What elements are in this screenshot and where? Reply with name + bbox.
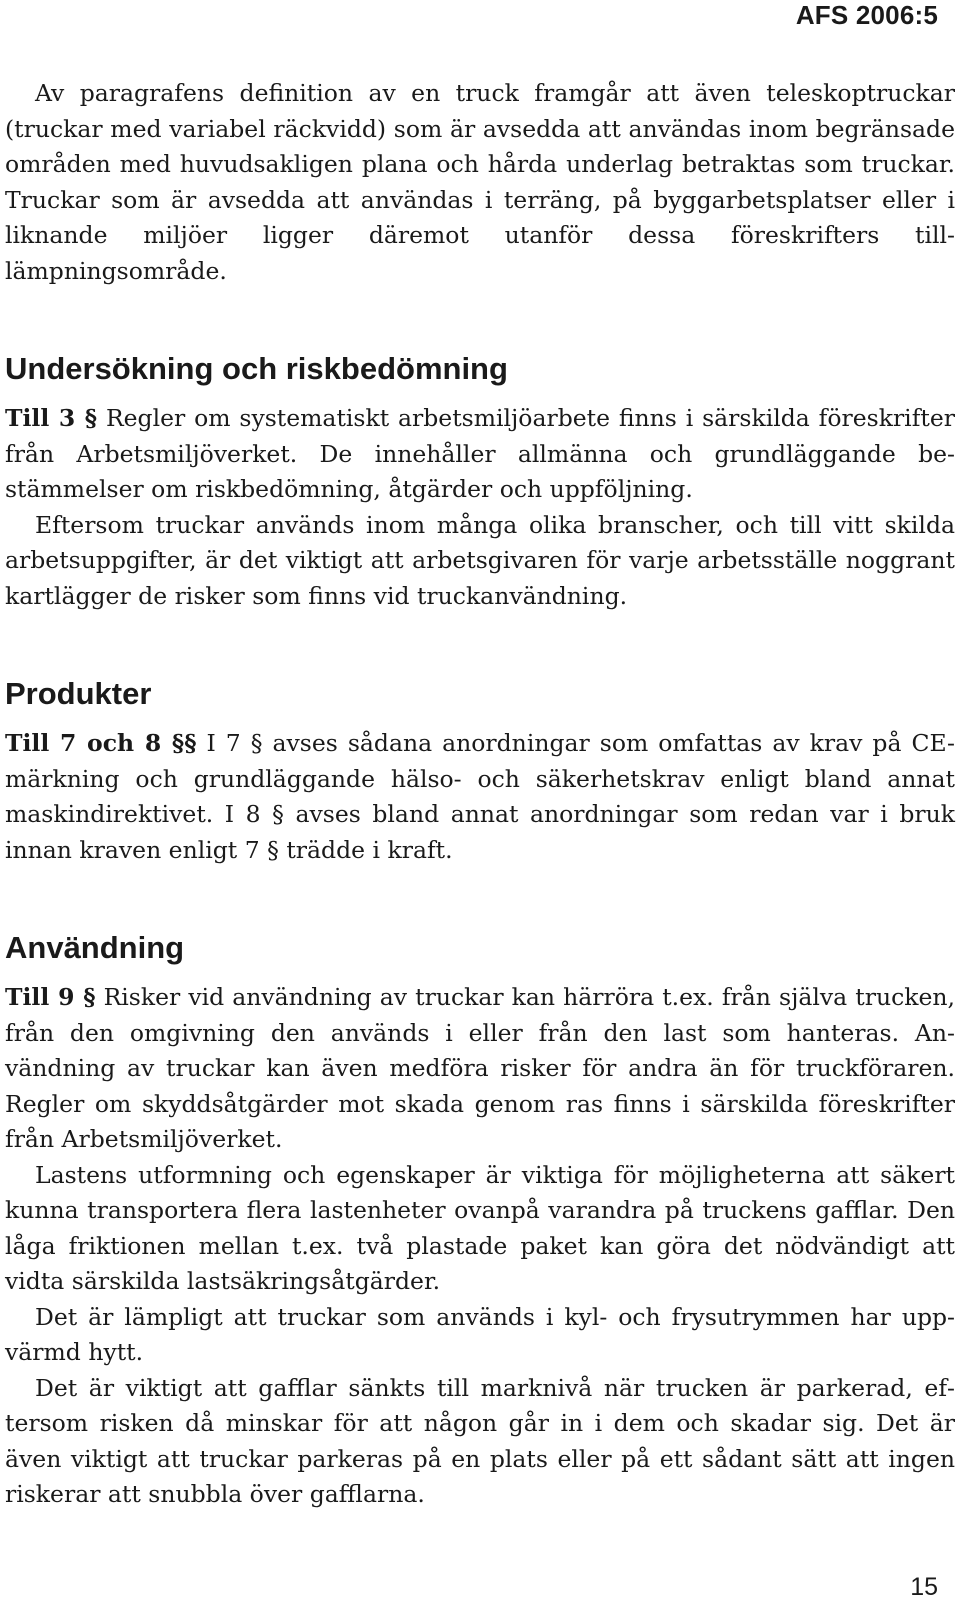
section-paragraph: Det är lämpligt att truckar som används i kyl- och frysutrymmen har uppvärmd hytt. xyxy=(5,1302,955,1366)
section-paragraph: Det är viktigt att gafflar sänkts till marknivå när trucken är parkerad, eftersom risken då minskar för att någon går in i dem och skadar sig. Det är även viktigt att truckar parkeras på en plats eller på ett sådant sätt att ingen riskerar att snubbla över gafflarna. xyxy=(5,1373,955,1508)
section-paragraph: Lastens utformning och egenskaper är viktiga för möjligheterna att säkert kunna transportera flera lastenheter ovanpå varandra på truckens gafflar. Den låga friktionen mellan t.ex. två plastade paket kan göra det nödvändigt att vidta särskilda lastsäkringsåtgärder. xyxy=(5,1160,955,1295)
section-heading-anvandning: Användning xyxy=(5,930,185,965)
section-paragraph: Eftersom truckar används inom många olika branscher, och till vitt skilda arbetsuppgifter, är det viktigt att arbetsgivaren för varje arbetsställe noggrant kartlägger de risker som finns vid truckanvändning. xyxy=(5,510,955,610)
paragraph-text: I 7 § avses sådana anordningar som omfattas av krav på CE-märkning och grundläggande hälso- och säkerhetskrav enligt bland annat maskindirektivet. I 8 § avses bland annat anordningar som redan var i bruk innan kraven enligt 7 § trädde i kraft. xyxy=(5,729,955,864)
paragraph-reference: Till 9 § xyxy=(5,983,96,1011)
paragraph-reference: Till 3 § xyxy=(5,404,98,432)
paragraph-text: Regler om systematiskt arbetsmiljöarbete finns i särskilda föreskrifter från Arbetsmiljöverket. De innehåller allmänna och grundläggande bestämmelser om riskbedömning, åtgärder och uppföljning. xyxy=(5,404,955,503)
section-heading-riskbedomning: Undersökning och riskbedömning xyxy=(5,351,508,386)
section-paragraph xyxy=(5,980,955,1158)
intro-paragraph: Av paragrafens definition av en truck framgår att även teleskoptruckar (truckar med variabel räckvidd) som är avsedda att användas inom begränsade områden med huvudsakligen plana och hårda underlag betraktas som truckar. Truckar som är avsedda att användas i terräng, på byggarbetsplatser eller i liknande miljöer ligger däremot utanför dessa föreskrifters tilllämpningsområde. xyxy=(5,79,955,285)
paragraph-reference: Till 7 och 8 §§ xyxy=(5,729,197,757)
section-paragraph xyxy=(5,726,955,868)
document-code: AFS 2006:5 xyxy=(795,0,938,30)
paragraph-text: Risker vid användning av truckar kan härröra t.ex. från själva trucken, från den omgivning den används i eller från den last som hanteras. Användning av truckar kan även medföra risker för andra än för truckföraren. Regler om skyddsåtgärder mot skada genom ras finns i särskilda föreskrifter från Arbetsmiljöverket. xyxy=(5,983,955,1153)
page-content xyxy=(5,76,955,1513)
section-paragraph xyxy=(5,401,955,508)
page-number: 15 xyxy=(910,1573,938,1601)
section-heading-produkter: Produkter xyxy=(5,676,152,711)
